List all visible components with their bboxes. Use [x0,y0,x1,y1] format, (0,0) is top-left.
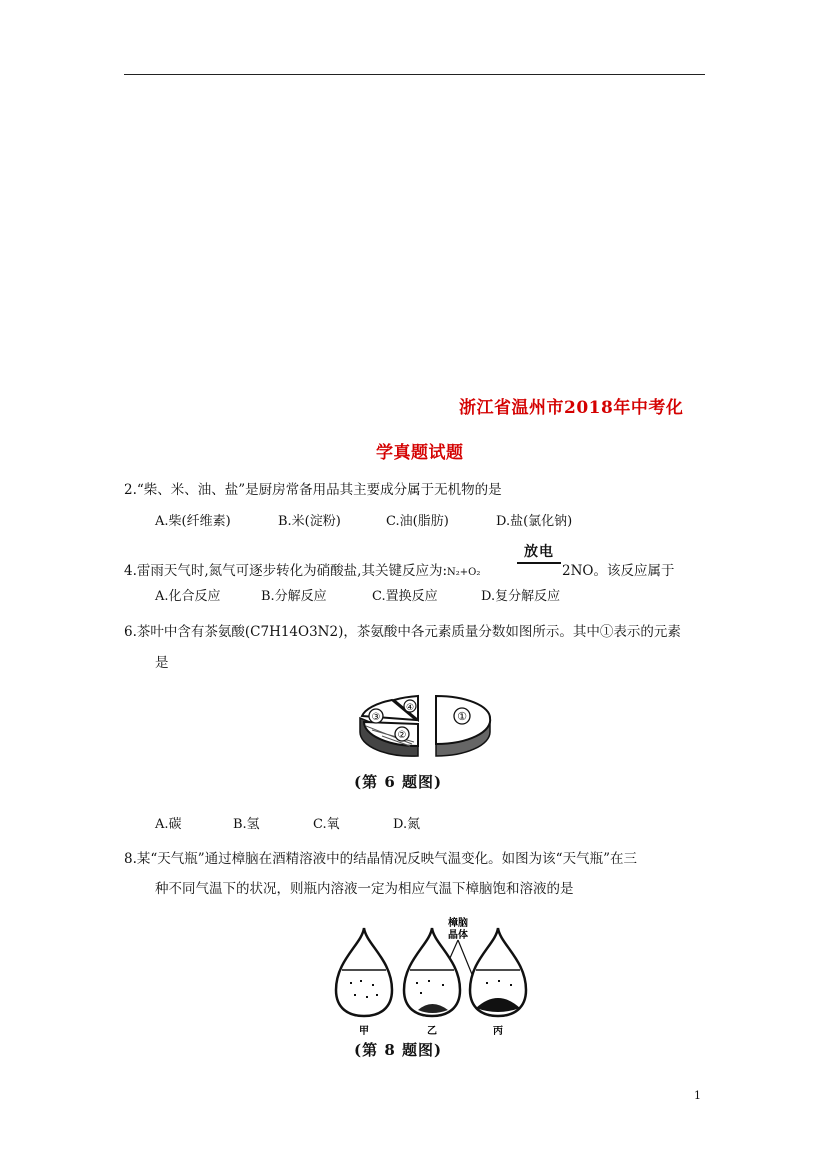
q8-caption: (第 8 题图) [354,1041,443,1059]
q4-option-c: C.置换反应 [372,589,438,604]
q6-caption: (第 6 题图) [354,773,443,791]
q4-stem [124,559,480,579]
header-rule [124,74,705,75]
pie-label-4: ④ [405,703,415,713]
bottle-label-yi: 乙 [427,1026,437,1037]
bottle-jia [336,928,392,1016]
q8-stem-line2: 种不同气温下的状况，则瓶内溶液一定为相应气温下樟脑饱和溶液的是 [155,881,574,897]
crystal-label-2: 晶体 [448,930,468,941]
q6-option-d: D.氮 [393,817,421,832]
bottle-yi [404,928,460,1016]
q2-option-b: B.米(淀粉) [278,514,341,529]
q4-option-d: D.复分解反应 [481,589,561,604]
pie-label-2: ② [397,730,407,741]
q6-stem-line2: 是 [155,655,169,671]
doc-title-line2: 学真题试题 [376,443,464,463]
q2-stem: 2.“柴、米、油、盐”是厨房常备用品其主要成分属于无机物的是 [124,482,502,498]
pie-label-3: ③ [371,712,381,723]
q4-stem-before: 4.雷雨天气时,氮气可逐步转化为硝酸盐,其关键反应为: [124,563,448,579]
q6-stem-line1: 6.茶叶中含有茶氨酸(C7H14O3N2)，茶氨酸中各元素质量分数如图所示。其中①表示的元素 [124,624,681,640]
doc-title-line1: 浙江省温州市2018年中考化 [459,398,684,418]
q6-option-a: A.碳 [155,817,182,832]
q8-bottles-svg [330,912,530,1040]
q4-product: 2NO。该反应属于 [562,563,675,579]
q2-option-c: C.油(脂肪) [386,514,449,529]
q4-option-a: A.化合反应 [155,589,221,604]
bottle-label-bing: 丙 [493,1026,503,1037]
pie-label-1: ① [457,710,467,723]
q6-option-b: B.氢 [233,817,260,832]
q8-bottles-figure [330,912,530,1040]
q4-option-b: B.分解反应 [261,589,327,604]
crystal-label-1: 樟脑 [448,918,468,929]
q6-option-c: C.氧 [313,817,340,832]
q4-reaction-arrow [517,541,561,564]
q6-pie-figure [352,690,494,770]
q4-reactants: N₂+O₂ [447,567,481,578]
q8-stem-line1: 8.某“天气瓶”通过樟脑在酒精溶液中的结晶情况反映气温变化。如图为该“天气瓶”在三 [124,851,637,867]
q2-option-a: A.柴(纤维素) [155,514,231,529]
q2-option-d: D.盐(氯化钠) [496,514,573,529]
q6-pie-chart [352,690,494,770]
q4-reaction-line [517,562,561,564]
q4-condition: 放电 [524,544,554,560]
page-number: 1 [694,1089,701,1102]
bottle-label-jia: 甲 [359,1026,369,1037]
